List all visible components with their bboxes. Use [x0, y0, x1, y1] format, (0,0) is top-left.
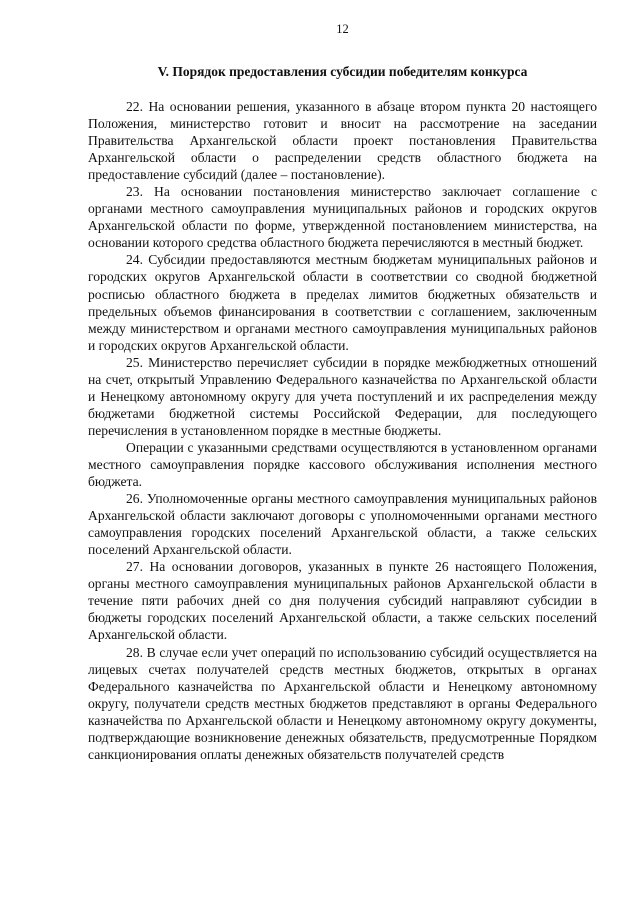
section-title: V. Порядок предоставления субсидии победителям конкурса	[157, 64, 528, 79]
paragraph-24: 24. Субсидии предоставляются местным бюджетам муниципальных районов и городских округов Архангельской области в соответствии со сводной бюджетной росписью областного бюджета в пределах лимитов бюджетных обязательств и предельных объемов финансирования в соответствии с соглашением, заключенным между министерством и органами местного самоуправления муниципальных районов и городских округов Архангельской области.	[88, 252, 597, 353]
paragraph-22: 22. На основании решения, указанного в абзаце втором пункта 20 настоящего Положения, министерство готовит и вносит на рассмотрение на заседании Правительства Архангельской области проект постановления Правительства Архангельской области о распределении средств областного бюджета на предоставление субсидий (далее – постановление).	[88, 99, 597, 183]
paragraph-28: 28. В случае если учет операций по использованию субсидий осуществляется на лицевых счетах получателей средств местных бюджетов, открытых в органах Федерального казначейства по Архангельской области и Ненецкому автономному округу, получатели средств местных бюджетов представляют в органы Федерального казначейства по Архангельской области и Ненецкому автономному округу документы, подтверждающие возникновение денежных обязательств, предусмотренные Порядком санкционирования оплаты денежных обязательств получателей средств	[88, 644, 597, 762]
paragraph-26: 26. Уполномоченные органы местного самоуправления муниципальных районов Архангельской области заключают договоры с уполномоченными органами местного самоуправления городских поселений Архангельской области, а также сельских поселений Архангельской области.	[88, 491, 597, 558]
paragraph-25: 25. Министерство перечисляет субсидии в порядке межбюджетных отношений на счет, открытый Управлению Федерального казначейства по Архангельской области и Ненецкому автономному округу для учета поступлений и их распределения между бюджетами бюджетной системы Российской Федерации, для последующего перечисления в установленном порядке в местные бюджеты.	[88, 354, 597, 438]
page-number: 12	[336, 22, 349, 36]
document-body	[88, 98, 597, 763]
paragraph-27: 27. На основании договоров, указанных в пункте 26 настоящего Положения, органы местного самоуправления муниципальных районов Архангельской области в течение пяти рабочих дней со дня получения субсидий направляют субсидии в бюджеты городских поселений Архангельской области, а также сельских поселений Архангельской области.	[88, 559, 597, 643]
paragraph-25-operations: Операции с указанными средствами осуществляются в установленном органами местного самоуправления порядке кассового обслуживания исполнения местного бюджета.	[88, 439, 597, 490]
paragraph-23: 23. На основании постановления министерство заключает соглашение с органами местного самоуправления муниципальных районов и городских округов Архангельской области по форме, утвержденной постановлением министерства, на основании которого средства областного бюджета перечисляются в местный бюджет.	[88, 184, 597, 251]
